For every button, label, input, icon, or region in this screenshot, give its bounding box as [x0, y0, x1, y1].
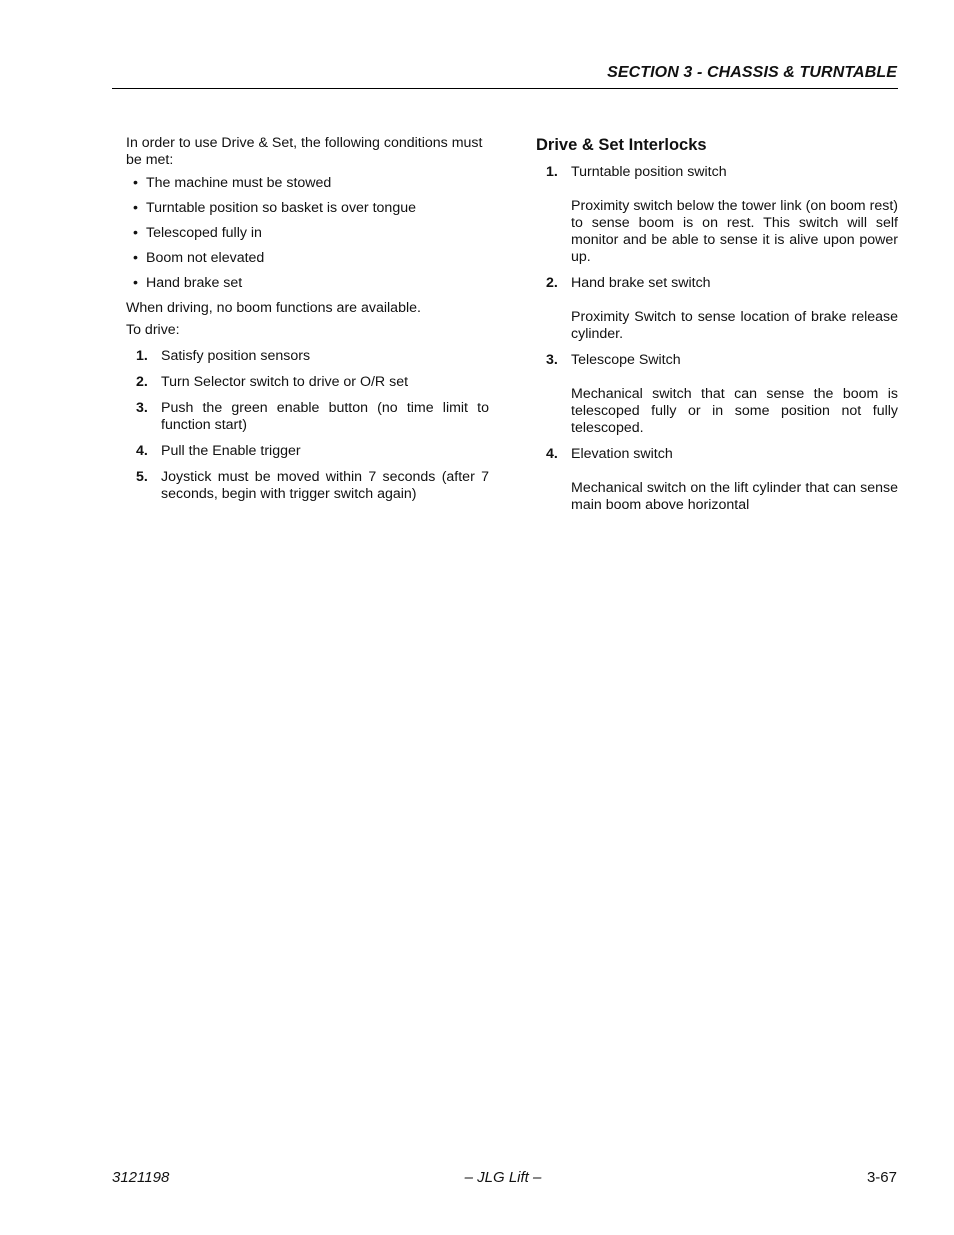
step-text: Turn Selector switch to drive or O/R set	[161, 374, 409, 390]
drive-step	[126, 469, 489, 503]
bullet-icon: •	[133, 225, 138, 241]
interlocks-list	[536, 164, 898, 514]
condition-text: Boom not elevated	[146, 250, 265, 266]
drive-steps-list	[126, 348, 489, 503]
interlock-title: Elevation switch	[571, 446, 673, 462]
condition-item	[126, 200, 489, 217]
step-number: 1.	[136, 348, 148, 364]
step-text: Pull the Enable trigger	[161, 443, 301, 459]
interlock-description: Mechanical switch that can sense the boom is telescoped fully or in some position not fully telescoped.	[571, 386, 898, 436]
interlock-number: 3.	[546, 352, 558, 368]
interlock-number: 4.	[546, 446, 558, 462]
section-title: SECTION 3 - CHASSIS & TURNTABLE	[607, 64, 897, 81]
interlock-description: Mechanical switch on the lift cylinder that can sense main boom above horizontal	[571, 480, 898, 513]
drive-step	[126, 443, 489, 460]
condition-text: Telescoped fully in	[146, 225, 262, 241]
condition-item	[126, 275, 489, 292]
condition-item	[126, 175, 489, 192]
interlock-description: Proximity Switch to sense location of brake release cylinder.	[571, 309, 898, 342]
interlock-number: 2.	[546, 275, 558, 291]
step-number: 2.	[136, 374, 148, 390]
drive-step	[126, 374, 489, 391]
bullet-icon: •	[133, 175, 138, 191]
bullet-icon: •	[133, 275, 138, 291]
interlock-title: Telescope Switch	[571, 352, 681, 368]
interlock-number: 1.	[546, 164, 558, 180]
left-column	[126, 135, 489, 512]
interlock-item	[536, 275, 898, 343]
interlock-item	[536, 352, 898, 437]
condition-item	[126, 225, 489, 242]
interlock-item	[536, 164, 898, 266]
to-drive-label: To drive:	[126, 322, 180, 338]
header-divider	[112, 88, 898, 89]
condition-text: Turntable position so basket is over tongue	[146, 200, 416, 216]
boom-functions-note: When driving, no boom functions are available.	[126, 300, 421, 316]
step-number: 5.	[136, 469, 148, 485]
page-number: 3-67	[866, 1169, 897, 1186]
step-number: 4.	[136, 443, 148, 459]
interlock-item	[536, 446, 898, 514]
step-text: Satisfy position sensors	[161, 348, 311, 364]
step-number: 3.	[136, 400, 148, 416]
step-text: Joystick must be moved within 7 seconds (after 7 seconds, begin with trigger switch again)	[161, 469, 489, 502]
bullet-icon: •	[133, 200, 138, 216]
step-text: Push the green enable button (no time limit to function start)	[161, 400, 489, 433]
drive-step	[126, 348, 489, 365]
document-number: 3121198	[112, 1169, 170, 1186]
drive-step	[126, 400, 489, 434]
interlock-title: Hand brake set switch	[571, 275, 711, 291]
bullet-icon: •	[133, 250, 138, 266]
intro-paragraph: In order to use Drive & Set, the following conditions must be met:	[126, 135, 483, 168]
interlock-description: Proximity switch below the tower link (on boom rest) to sense boom is on rest. This switch will self monitor and be able to sense it is alive upon power up.	[571, 198, 898, 265]
condition-text: Hand brake set	[146, 275, 243, 291]
right-column	[536, 135, 898, 523]
interlock-title: Turntable position switch	[571, 164, 727, 180]
condition-item	[126, 250, 489, 267]
publisher-footer: – JLG Lift –	[464, 1169, 542, 1186]
condition-text: The machine must be stowed	[146, 175, 332, 191]
interlocks-heading: Drive & Set Interlocks	[536, 136, 707, 154]
conditions-list	[126, 175, 489, 292]
